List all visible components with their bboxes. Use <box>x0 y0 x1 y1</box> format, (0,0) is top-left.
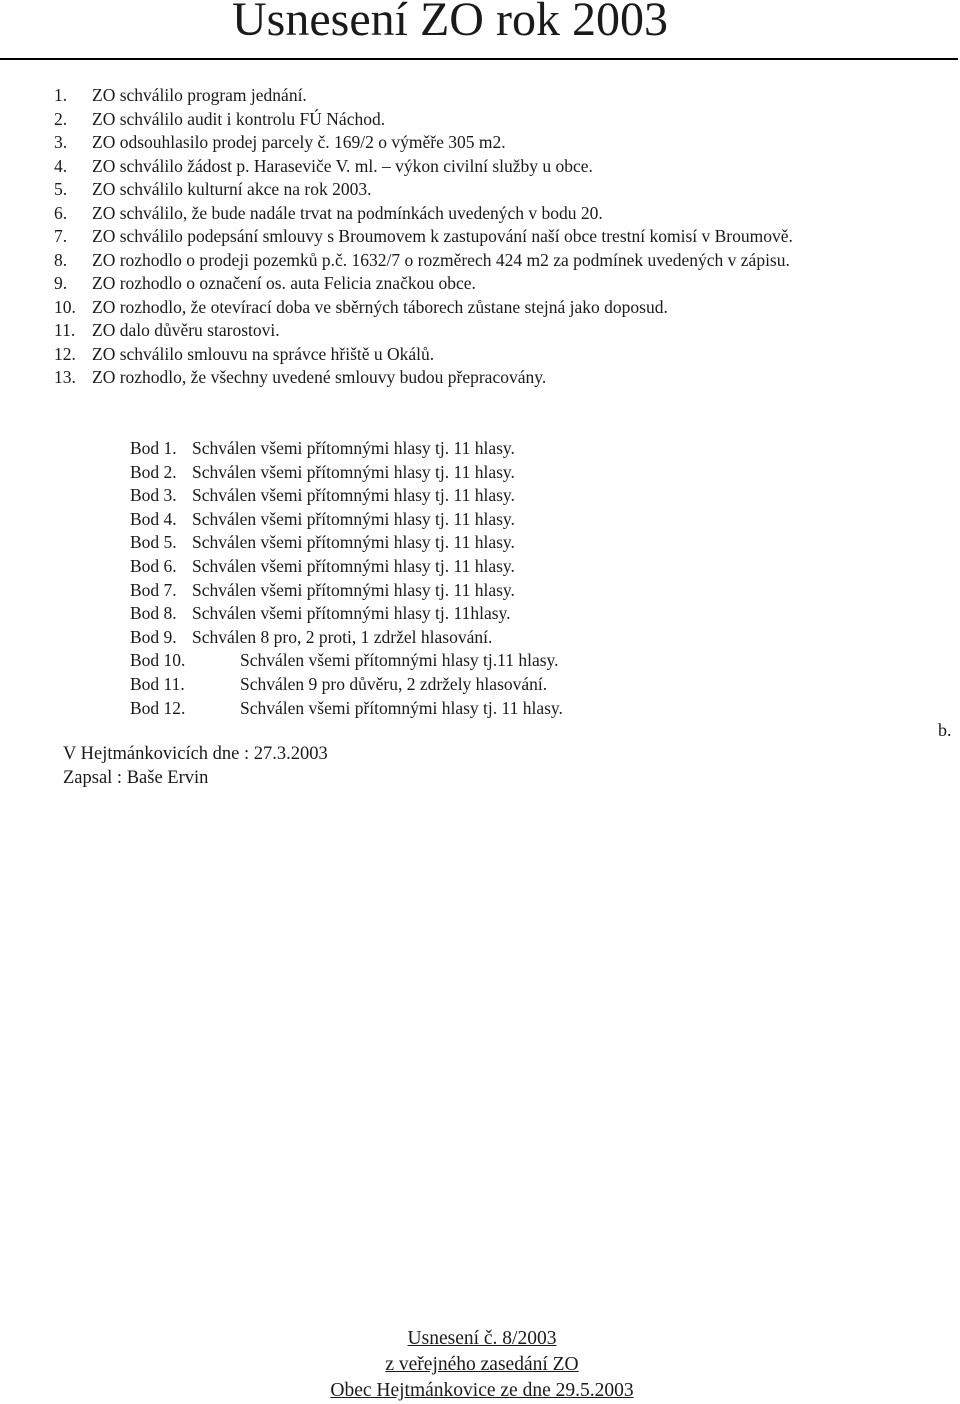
item-text: ZO rozhodlo o prodeji pozemků p.č. 1632/7 o rozměrech 424 m2 za podmínek uvedených v zápisu. <box>92 249 790 270</box>
list-item <box>54 296 793 320</box>
list-item <box>54 225 793 249</box>
item-text: ZO rozhodlo o označení os. auta Felicia značkou obce. <box>92 273 476 293</box>
vote-result: Schválen všemi přítomnými hlasy tj. 11 hlasy. <box>192 508 515 529</box>
vote-row <box>130 697 563 721</box>
vote-point: Bod 2. <box>130 461 177 482</box>
item-number: 5. <box>54 179 68 199</box>
signature-block <box>63 742 328 790</box>
item-text: ZO schválilo žádost p. Haraseviče V. ml. – výkon civilní služby u obce. <box>92 155 593 176</box>
vote-row <box>130 673 563 697</box>
item-number: 1. <box>54 85 68 105</box>
item-text: ZO schválilo program jednání. <box>92 85 307 105</box>
vote-point: Bod 4. <box>130 508 177 529</box>
vote-result: Schválen všemi přítomnými hlasy tj. 11 hlasy. <box>192 532 515 553</box>
vote-point: Bod 3. <box>130 485 177 506</box>
vote-results <box>130 437 563 720</box>
vote-row <box>130 508 563 532</box>
vote-row <box>130 626 563 650</box>
item-number: 7. <box>54 226 68 246</box>
vote-result: Schválen všemi přítomnými hlasy tj. 11 hlasy. <box>192 555 515 576</box>
vote-result: Schválen všemi přítomnými hlasy tj. 11 hlasy. <box>192 579 515 600</box>
list-item <box>54 178 793 202</box>
item-number: 2. <box>54 108 68 129</box>
vote-row <box>130 555 563 579</box>
vote-point: Bod 9. <box>130 626 177 647</box>
vote-point: Bod 12. <box>130 697 186 718</box>
vote-result: Schválen 9 pro důvěru, 2 zdržely hlasování. <box>240 673 548 694</box>
vote-row <box>130 602 563 626</box>
list-item <box>54 272 793 296</box>
list-item <box>54 155 793 179</box>
next-header-line: Usnesení č. 8/2003 <box>407 1328 557 1349</box>
list-item <box>54 108 793 132</box>
item-number: 9. <box>54 273 68 293</box>
place-date: V Hejtmánkovicích dne : 27.3.2003 <box>63 744 328 764</box>
item-text: ZO schválilo kulturní akce na rok 2003. <box>92 179 372 199</box>
resolution-list <box>54 84 793 390</box>
item-text: ZO schválilo smlouvu na správce hřiště u Okálů. <box>92 343 435 364</box>
vote-point: Bod 7. <box>130 579 177 600</box>
item-text: ZO schválilo audit i kontrolu FÚ Náchod. <box>92 108 386 129</box>
stray-mark: b. <box>938 720 952 740</box>
title-underline <box>0 58 958 60</box>
list-item <box>54 343 793 367</box>
item-text: ZO schválilo, že bude nadále trvat na podmínkách uvedených v bodu 20. <box>92 202 603 223</box>
next-header-line: Obec Hejtmánkovice ze dne 29.5.2003 <box>330 1380 634 1401</box>
item-text: ZO rozhodlo, že otevírací doba ve sběrných táborech zůstane stejná jako doposud. <box>92 296 668 317</box>
vote-result: Schválen 8 pro, 2 proti, 1 zdržel hlasování. <box>192 626 493 647</box>
item-number: 3. <box>54 132 68 152</box>
item-text: ZO dalo důvěru starostovi. <box>92 320 280 340</box>
list-item <box>54 202 793 226</box>
vote-point: Bod 10. <box>130 650 186 671</box>
vote-result: Schválen všemi přítomnými hlasy tj. 11 hlasy. <box>240 697 563 718</box>
vote-row <box>130 649 563 673</box>
recorded-by: Zapsal : Baše Ervin <box>63 768 209 788</box>
item-text: ZO odsouhlasilo prodej parcely č. 169/2 o výměře 305 m2. <box>92 132 506 152</box>
vote-row <box>130 484 563 508</box>
page-title: Usnesení ZO rok 2003 <box>232 0 668 46</box>
vote-row <box>130 461 563 485</box>
item-number: 10. <box>54 296 76 317</box>
list-item <box>54 249 793 273</box>
vote-point: Bod 8. <box>130 603 177 624</box>
item-number: 8. <box>54 249 68 270</box>
vote-point: Bod 6. <box>130 555 177 576</box>
list-item <box>54 319 793 343</box>
vote-row <box>130 531 563 555</box>
vote-result: Schválen všemi přítomnými hlasy tj. 11 hlasy. <box>192 438 515 458</box>
vote-point: Bod 5. <box>130 532 177 553</box>
vote-point: Bod 1. <box>130 438 177 458</box>
vote-row <box>130 437 563 461</box>
list-item <box>54 366 793 390</box>
next-document-header <box>0 1326 960 1404</box>
vote-point: Bod 11. <box>130 673 185 694</box>
item-number: 12. <box>54 343 76 364</box>
vote-result: Schválen všemi přítomnými hlasy tj.11 hlasy. <box>240 650 559 671</box>
vote-row <box>130 579 563 603</box>
list-item <box>54 84 793 108</box>
vote-result: Schválen všemi přítomnými hlasy tj. 11 hlasy. <box>192 461 515 482</box>
item-text: ZO schválilo podepsání smlouvy s Broumovem k zastupování naší obce trestní komisí v Broumově. <box>92 226 793 246</box>
vote-result: Schválen všemi přítomnými hlasy tj. 11hlasy. <box>192 603 511 624</box>
item-number: 6. <box>54 202 68 223</box>
item-number: 4. <box>54 155 68 176</box>
list-item <box>54 131 793 155</box>
next-header-line: z veřejného zasedání ZO <box>385 1354 579 1375</box>
item-text: ZO rozhodlo, že všechny uvedené smlouvy budou přepracovány. <box>92 367 547 387</box>
vote-result: Schválen všemi přítomnými hlasy tj. 11 hlasy. <box>192 485 515 506</box>
item-number: 11. <box>54 320 76 340</box>
item-number: 13. <box>54 367 76 387</box>
